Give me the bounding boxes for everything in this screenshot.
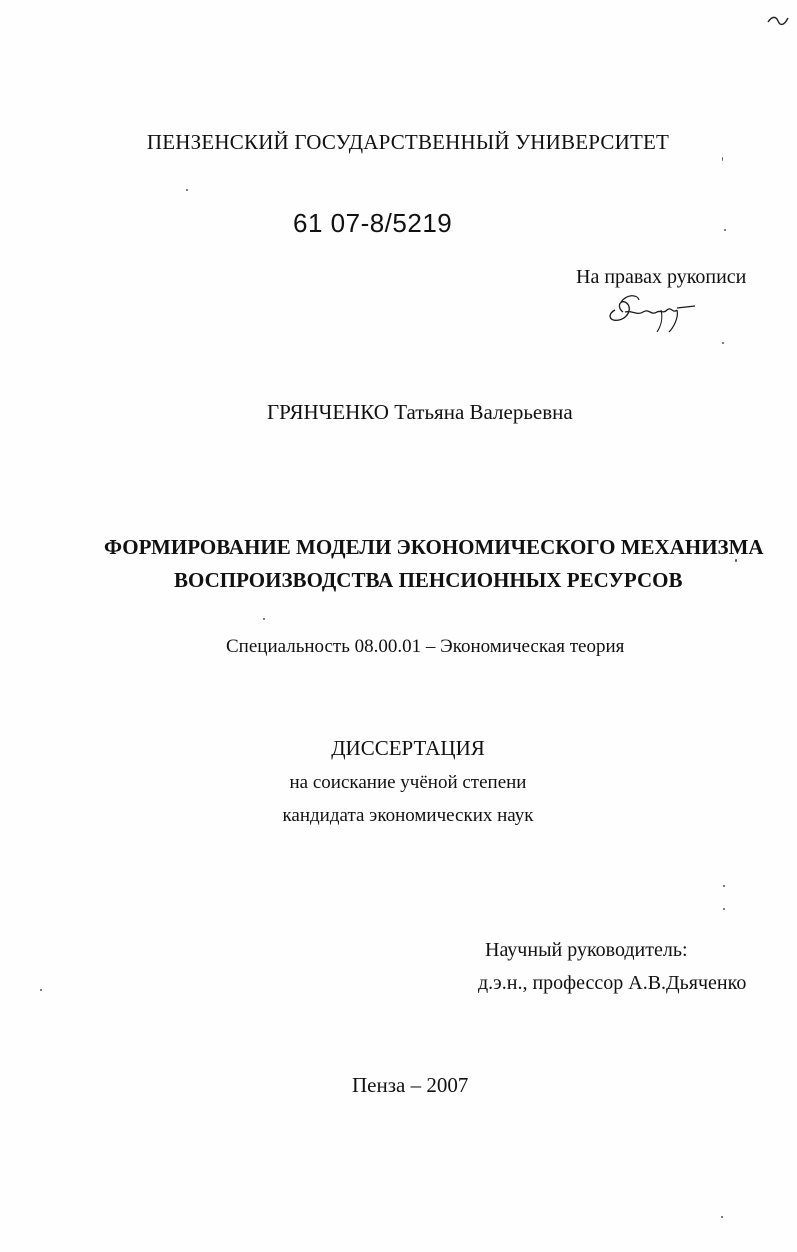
- university-name: ПЕНЗЕНСКИЙ ГОСУДАРСТВЕННЫЙ УНИВЕРСИТЕТ: [146, 130, 670, 154]
- scan-speck: [723, 908, 725, 910]
- corner-scribble-icon: [766, 12, 790, 28]
- thesis-title-line-1: ФОРМИРОВАНИЕ МОДЕЛИ ЭКОНОМИЧЕСКОГО МЕХАНИЗМА: [104, 535, 764, 559]
- scan-speck: [263, 618, 265, 620]
- scan-speck: [722, 157, 723, 161]
- specialty: Специальность 08.00.01 – Экономическая теория: [226, 636, 625, 657]
- scan-speck: [40, 989, 42, 991]
- scan-speck: [723, 885, 725, 887]
- scan-speck: [735, 559, 737, 562]
- supervisor-name: д.э.н., профессор А.В.Дьяченко: [478, 972, 747, 994]
- scan-speck: [186, 189, 188, 191]
- rights-note: На правах рукописи: [576, 266, 747, 288]
- degree-line-1: на соискание учёной степени: [289, 772, 527, 793]
- degree-line-2: кандидата экономических наук: [282, 805, 534, 826]
- author-name: ГРЯНЧЕНКО Татьяна Валерьевна: [267, 400, 573, 424]
- thesis-title-line-2: ВОСПРОИЗВОДСТВА ПЕНСИОННЫХ РЕСУРСОВ: [174, 568, 683, 592]
- document-type: ДИССЕРТАЦИЯ: [331, 736, 485, 760]
- scan-speck: [722, 342, 724, 344]
- handwritten-signature: [603, 288, 703, 338]
- scan-speck: [721, 1216, 723, 1218]
- supervisor-label: Научный руководитель:: [485, 939, 688, 961]
- city-year: Пенза – 2007: [352, 1073, 469, 1097]
- scan-speck: [724, 229, 726, 231]
- catalog-number: 61 07-8/5219: [293, 208, 453, 238]
